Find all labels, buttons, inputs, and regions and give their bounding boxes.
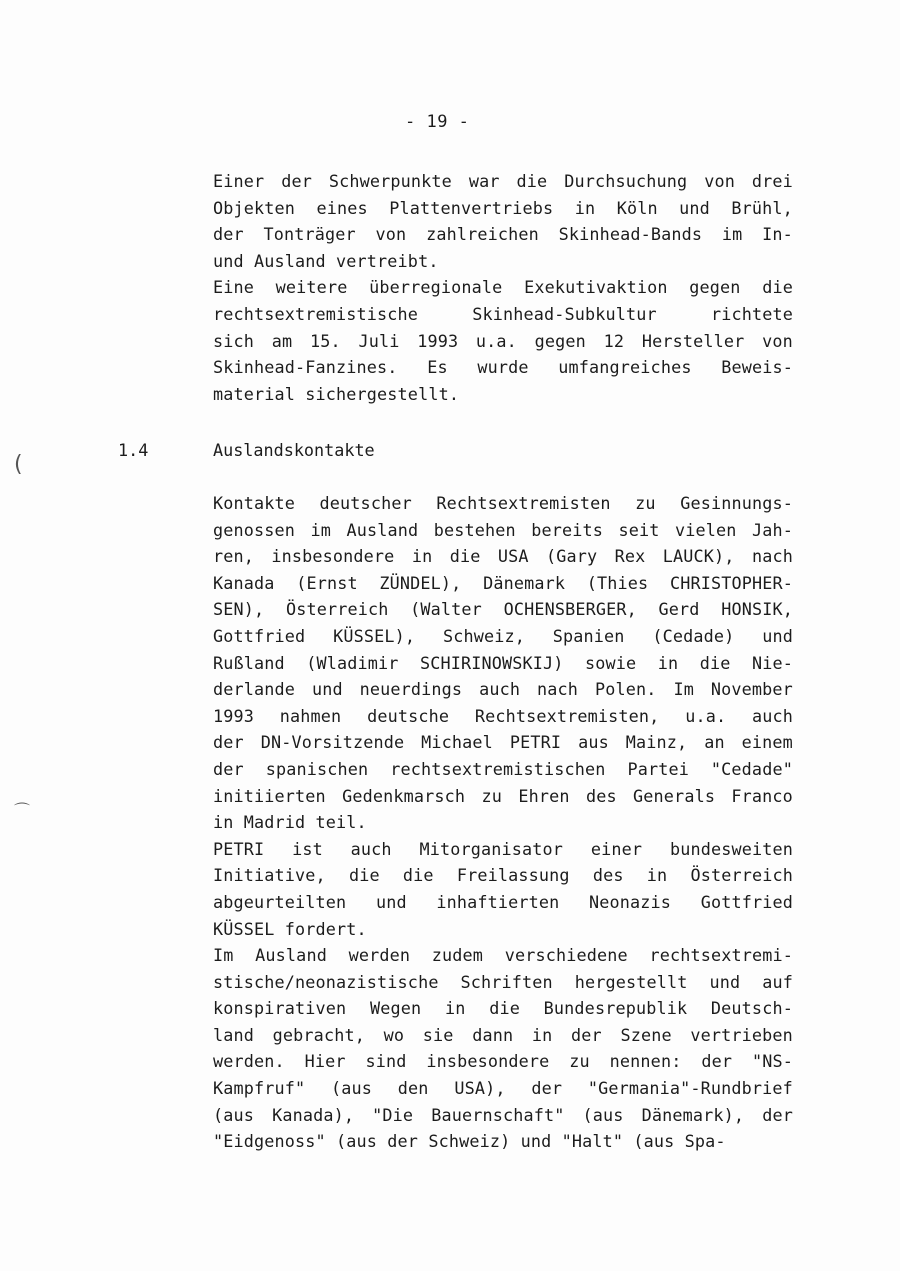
text-line: SEN), Österreich (Walter OCHENSBERGER, Gerd HONSIK, bbox=[213, 599, 793, 620]
text-line: und Ausland vertreibt. bbox=[213, 250, 439, 271]
text-line: sich am 15. Juli 1993 u.a. gegen 12 Hersteller von bbox=[213, 330, 793, 351]
text-line: der spanischen rechtsextremistischen Partei "Cedade" bbox=[213, 758, 793, 779]
text-line: der Tonträger von zahlreichen Skinhead-Bands im In- bbox=[213, 224, 793, 245]
text-line: 1993 nahmen deutsche Rechtsextremisten, u.a. auch bbox=[213, 705, 793, 726]
text-line: stische/neonazistische Schriften hergestellt und auf bbox=[213, 971, 793, 992]
text-line: Eine weitere überregionale Exekutivaktion gegen die bbox=[213, 277, 793, 298]
text-line: KÜSSEL fordert. bbox=[213, 918, 367, 939]
text-line: Kampfruf" (aus den USA), der "Germania"-Rundbrief bbox=[213, 1078, 793, 1099]
text-line: "Eidgenoss" (aus der Schweiz) und "Halt" (aus Spa- bbox=[213, 1131, 726, 1152]
text-line: rechtsextremistische Skinhead-Subkultur richtete bbox=[213, 303, 793, 324]
section-title: Auslandskontakte bbox=[213, 440, 375, 460]
page-number: - 19 - bbox=[405, 112, 470, 132]
text-line: konspirativen Wegen in die Bundesrepublik Deutsch- bbox=[213, 998, 793, 1019]
text-line: PETRI ist auch Mitorganisator einer bundesweiten bbox=[213, 838, 793, 859]
text-line: derlande und neuerdings auch nach Polen. Im November bbox=[213, 679, 793, 700]
text-line: Skinhead-Fanzines. Es wurde umfangreiches Beweis- bbox=[213, 357, 793, 378]
text-line: Einer der Schwerpunkte war die Durchsuchung von drei bbox=[213, 171, 793, 191]
text-line: genossen im Ausland bestehen bereits seit vielen Jah- bbox=[213, 519, 793, 540]
paragraph-foreign-contacts bbox=[213, 490, 793, 1155]
text-line: material sichergestellt. bbox=[213, 383, 460, 404]
text-line: abgeurteilten und inhaftierten Neonazis Gottfried bbox=[213, 891, 793, 912]
text-line: der DN-Vorsitzende Michael PETRI aus Mainz, an einem bbox=[213, 732, 793, 753]
text-line: land gebracht, wo sie dann in der Szene vertrieben bbox=[213, 1024, 793, 1045]
text-line: Gottfried KÜSSEL), Schweiz, Spanien (Cedade) und bbox=[213, 625, 793, 646]
text-line: werden. Hier sind insbesondere zu nennen: der "NS- bbox=[213, 1051, 793, 1072]
paragraph-skinhead-actions bbox=[213, 168, 793, 407]
section-number: 1.4 bbox=[118, 440, 149, 460]
text-line: Initiative, die die Freilassung des in Österreich bbox=[213, 865, 793, 886]
punch-hole-mark: ( bbox=[14, 452, 23, 477]
text-line: (aus Kanada), "Die Bauernschaft" (aus Dänemark), der bbox=[213, 1104, 793, 1125]
scan-speck: ⌒ bbox=[14, 801, 31, 820]
text-line: in Madrid teil. bbox=[213, 812, 367, 833]
text-line: ren, insbesondere in die USA (Gary Rex LAUCK), nach bbox=[213, 546, 793, 567]
text-line: Kontakte deutscher Rechtsextremisten zu Gesinnungs- bbox=[213, 493, 793, 513]
text-line: Im Ausland werden zudem verschiedene rechtsextremi- bbox=[213, 945, 793, 966]
text-line: Kanada (Ernst ZÜNDEL), Dänemark (Thies CHRISTOPHER- bbox=[213, 572, 793, 593]
text-line: Objekten eines Plattenvertriebs in Köln und Brühl, bbox=[213, 197, 793, 218]
text-line: initiierten Gedenkmarsch zu Ehren des Generals Franco bbox=[213, 785, 793, 806]
text-line: Rußland (Wladimir SCHIRINOWSKIJ) sowie in die Nie- bbox=[213, 652, 793, 673]
